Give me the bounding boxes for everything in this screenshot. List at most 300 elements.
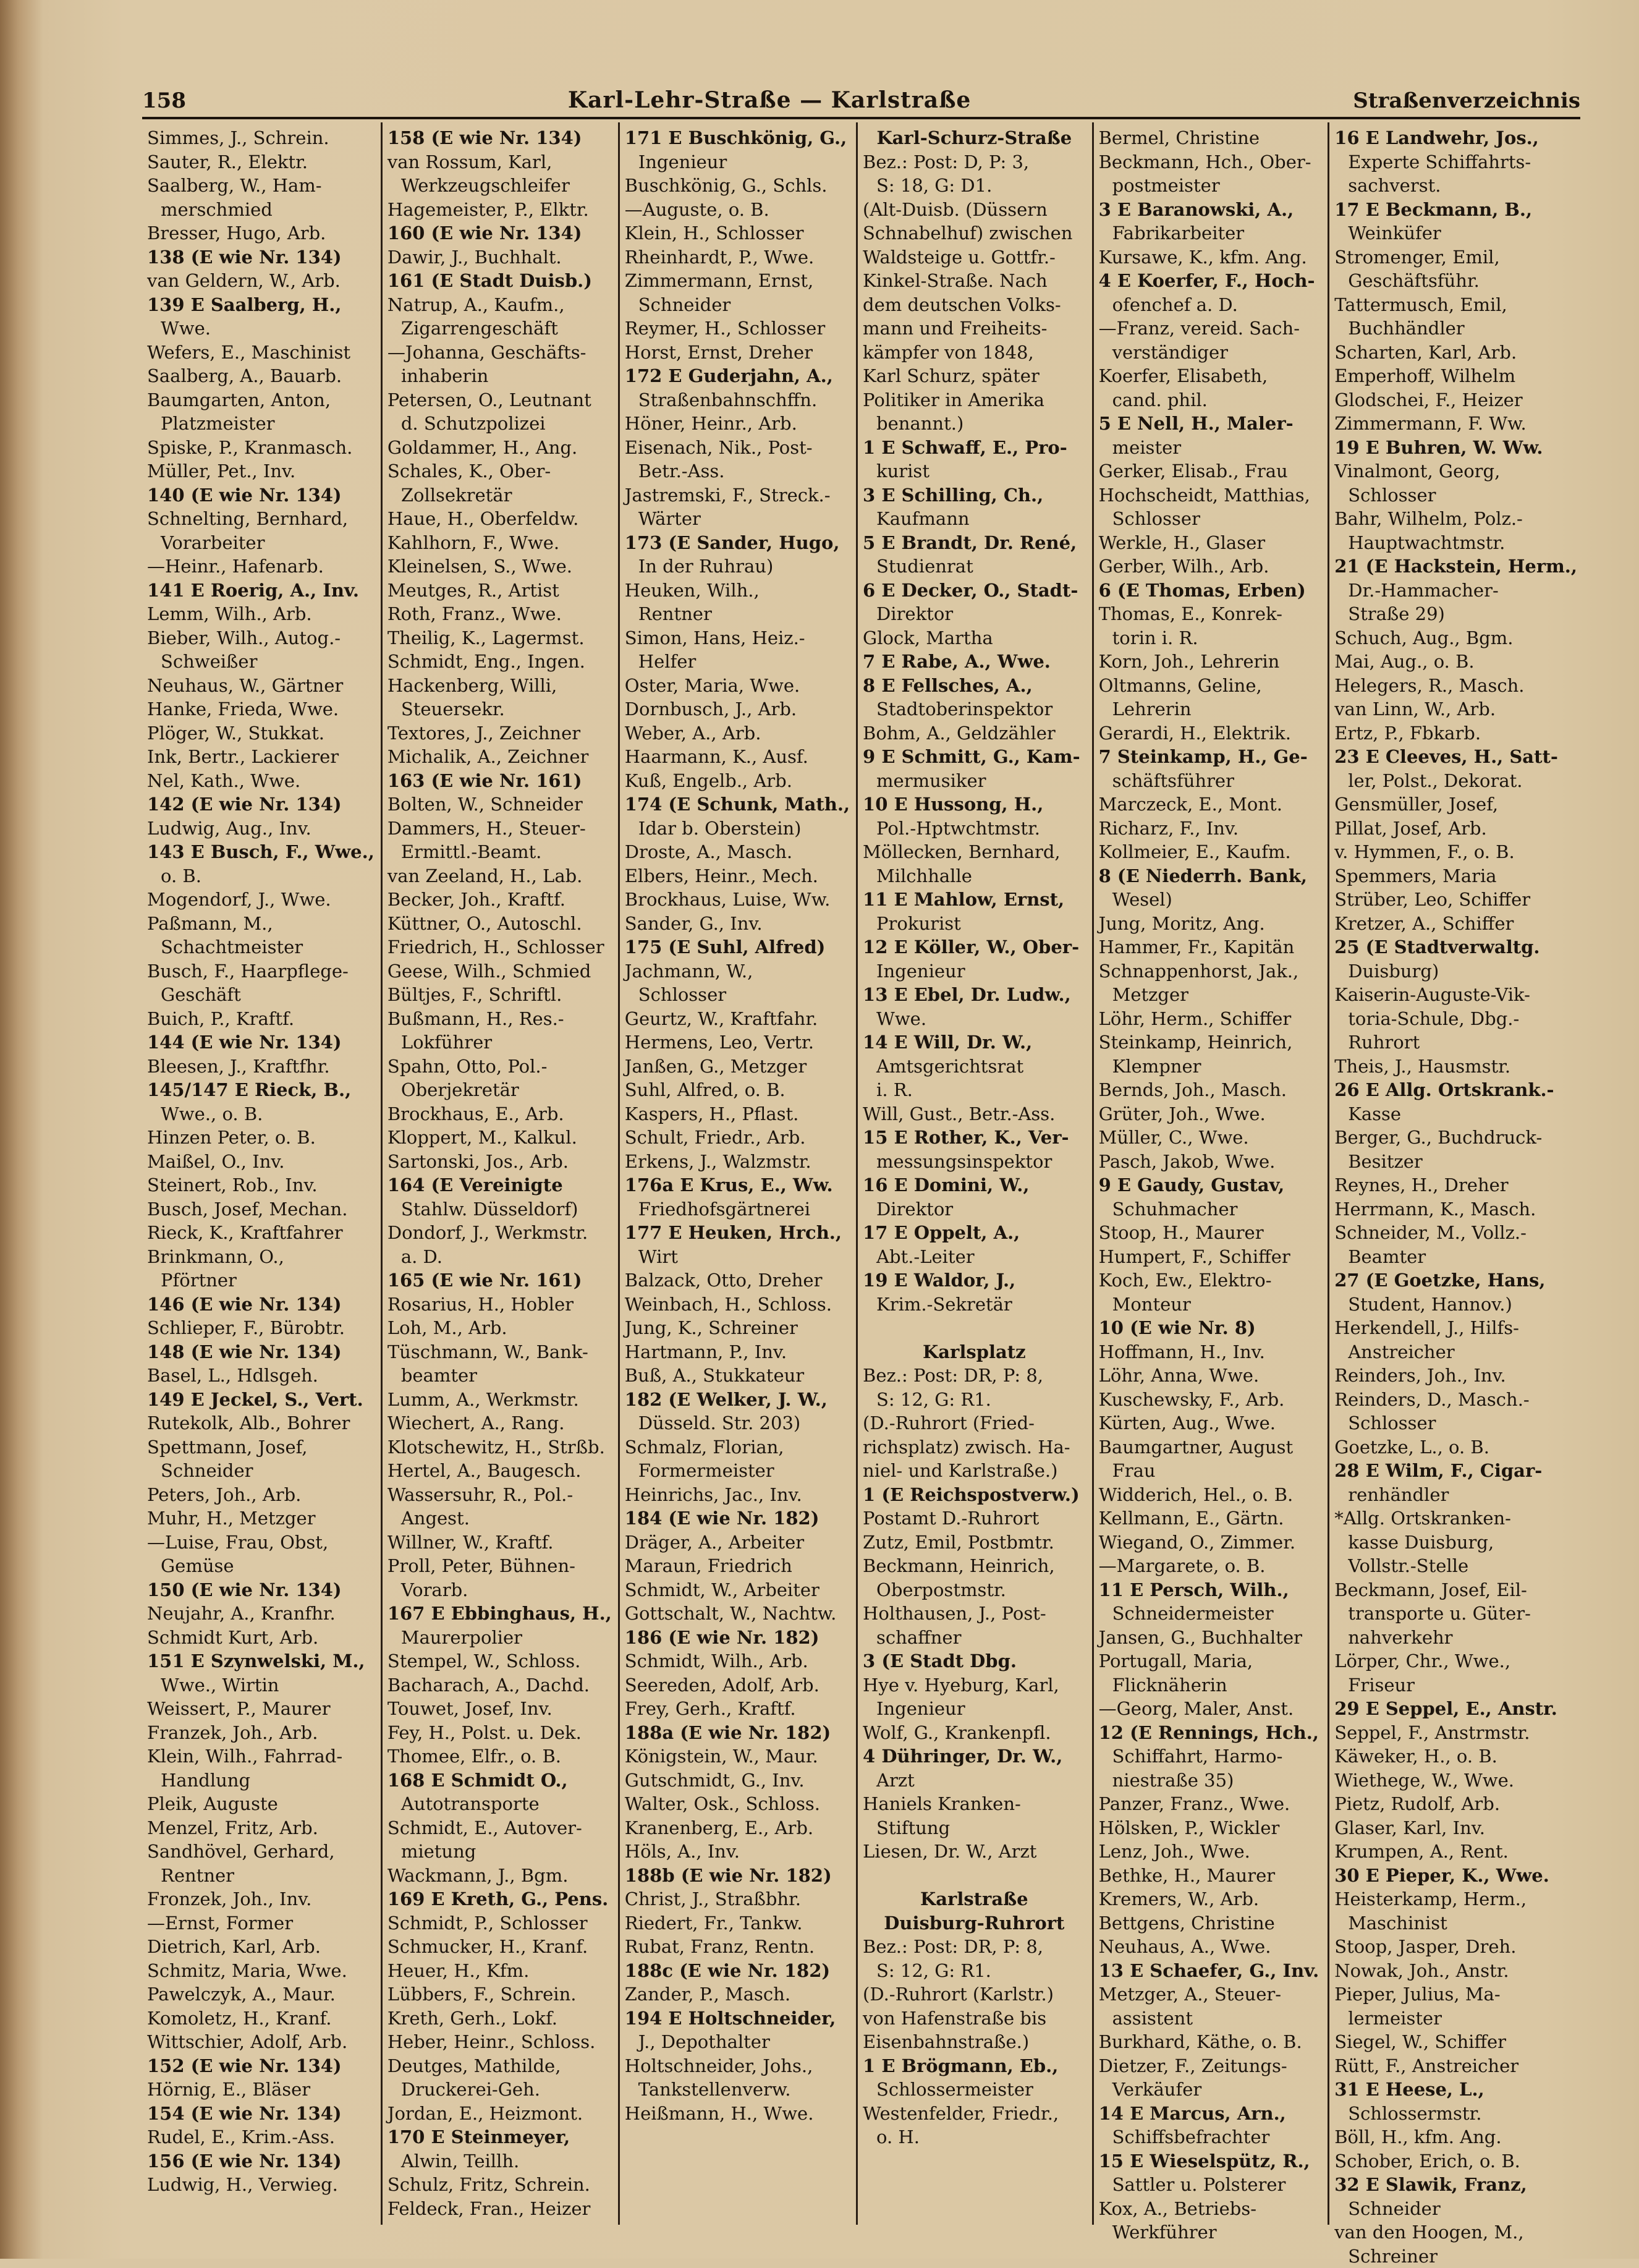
directory-line: 188b (E wie Nr. 182): [625, 1864, 850, 1888]
directory-line: Kloppert, M., Kalkul.: [388, 1126, 612, 1150]
directory-line: Basel, L., Hdlsgeh.: [147, 1364, 375, 1388]
directory-line: 6 E Decker, O., Stadt-: [863, 579, 1086, 603]
directory-line: Dietzer, F., Zeitungs-: [1099, 2054, 1322, 2078]
directory-line: 13 E Schaefer, G., Inv.: [1099, 1959, 1322, 1983]
directory-line: Nowak, Joh., Anstr.: [1334, 1959, 1577, 1983]
directory-line: Weber, A., Arb.: [625, 721, 850, 745]
directory-line: Stoop, H., Maurer: [1099, 1221, 1322, 1245]
directory-line: Portugall, Maria,: [1099, 1649, 1322, 1673]
directory-line: Loh, M., Arb.: [388, 1316, 612, 1340]
directory-line: Wackmann, J., Bgm.: [388, 1864, 612, 1888]
directory-line: 11 E Persch, Wilh.,: [1099, 1578, 1322, 1602]
directory-line: Wwe., o. B.: [147, 1102, 375, 1126]
directory-line: 3 E Baranowski, A.,: [1099, 198, 1322, 222]
directory-line: Berger, G., Buchdruck-: [1334, 1126, 1577, 1150]
directory-line: Amtsgerichtsrat: [863, 1055, 1086, 1079]
directory-line: Zander, P., Masch.: [625, 1982, 850, 2007]
directory-line: inhaberin: [388, 364, 612, 388]
directory-line: 146 (E wie Nr. 134): [147, 1293, 375, 1317]
directory-line: Schneider: [1334, 2197, 1577, 2221]
directory-line: Wirt: [625, 1245, 850, 1269]
directory-line: 1 (E Reichspostverw.): [863, 1483, 1086, 1507]
directory-line: 13 E Ebel, Dr. Ludw.,: [863, 983, 1086, 1007]
directory-line: Goetzke, L., o. B.: [1334, 1435, 1577, 1459]
directory-line: Schreiner: [1334, 2245, 1577, 2268]
directory-line: Bettgens, Christine: [1099, 1911, 1322, 1935]
directory-line: Haniels Kranken-: [863, 1792, 1086, 1816]
directory-line: Eisenbahnstraße.): [863, 2030, 1086, 2054]
directory-line: Sattler u. Polsterer: [1099, 2173, 1322, 2197]
directory-line: Fabrikarbeiter: [1099, 221, 1322, 245]
directory-line: Meutges, R., Artist: [388, 579, 612, 603]
directory-line: Maschinist: [1334, 1911, 1577, 1935]
directory-line: 4 E Koerfer, F., Hoch-: [1099, 269, 1322, 293]
directory-line: Kox, A., Betriebs-: [1099, 2197, 1322, 2221]
directory-line: Wefers, E., Maschinist: [147, 341, 375, 365]
directory-line: S: 12, G: R1.: [863, 1959, 1086, 1983]
directory-line: 6 (E Thomas, Erben): [1099, 579, 1322, 603]
directory-line: Lörper, Chr., Wwe.,: [1334, 1649, 1577, 1673]
directory-line: Werkführer: [1099, 2220, 1322, 2245]
directory-line: Jordan, E., Heizmont.: [388, 2102, 612, 2126]
directory-line: Pieper, Julius, Ma-: [1334, 1982, 1577, 2007]
directory-line: Karl Schurz, später: [863, 364, 1086, 388]
directory-line: Helegers, R., Masch.: [1334, 674, 1577, 698]
directory-line: Schmidt, E., Autover-: [388, 1816, 612, 1840]
directory-line: 11 E Mahlow, Ernst,: [863, 888, 1086, 912]
directory-line: Widderich, Hel., o. B.: [1099, 1483, 1322, 1507]
directory-line: Formermeister: [625, 1459, 850, 1483]
directory-line: Hanke, Frieda, Wwe.: [147, 697, 375, 721]
directory-line: Kuschewsky, F., Arb.: [1099, 1388, 1322, 1412]
directory-line: Muhr, H., Metzger: [147, 1506, 375, 1531]
directory-line: Sauter, R., Elektr.: [147, 150, 375, 174]
directory-line: Schmalz, Florian,: [625, 1435, 850, 1459]
directory-line: 19 E Buhren, W. Ww.: [1334, 436, 1577, 460]
directory-line: Strüber, Leo, Schiffer: [1334, 888, 1577, 912]
directory-line: 139 E Saalberg, H.,: [147, 293, 375, 317]
directory-line: Müller, C., Wwe.: [1099, 1126, 1322, 1150]
directory-line: Schmidt, Wilh., Arb.: [625, 1649, 850, 1673]
directory-line: Zimmermann, Ernst,: [625, 269, 850, 293]
directory-line: Marczeck, E., Mont.: [1099, 792, 1322, 817]
directory-line: Rutekolk, Alb., Bohrer: [147, 1411, 375, 1435]
directory-line: 168 E Schmidt O.,: [388, 1769, 612, 1793]
directory-line: Bethke, H., Maurer: [1099, 1864, 1322, 1888]
directory-line: van Geldern, W., Arb.: [147, 269, 375, 293]
directory-line: Königstein, W., Maur.: [625, 1744, 850, 1769]
directory-line: 28 E Wilm, F., Cigar-: [1334, 1459, 1577, 1483]
directory-line: Kranenberg, E., Arb.: [625, 1816, 850, 1840]
directory-line: 23 E Cleeves, H., Satt-: [1334, 745, 1577, 769]
directory-line: Löhr, Herm., Schiffer: [1099, 1007, 1322, 1031]
directory-line: 9 E Schmitt, G., Kam-: [863, 745, 1086, 769]
directory-line: Richarz, F., Inv.: [1099, 817, 1322, 841]
directory-line: Krim.-Sekretär: [863, 1293, 1086, 1317]
directory-line: Hauptwachtmstr.: [1334, 531, 1577, 555]
directory-line: transporte u. Güter-: [1334, 1602, 1577, 1626]
directory-line: Druckerei-Geh.: [388, 2078, 612, 2102]
directory-line: 149 E Jeckel, S., Vert.: [147, 1388, 375, 1412]
directory-line: Beckmann, Josef, Eil-: [1334, 1578, 1577, 1602]
directory-line: Anstreicher: [1334, 1340, 1577, 1364]
page-header: [142, 83, 1580, 119]
directory-line: 10 (E wie Nr. 8): [1099, 1316, 1322, 1340]
directory-line: Wolf, G., Krankenpfl.: [863, 1721, 1086, 1745]
directory-line: Textores, J., Zeichner: [388, 721, 612, 745]
directory-line: Schnabelhuf) zwischen: [863, 221, 1086, 245]
directory-line: Pförtner: [147, 1268, 375, 1293]
directory-line: Schneider: [625, 293, 850, 317]
directory-line: Pawelczyk, A., Maur.: [147, 1982, 375, 2007]
directory-line: niestraße 35): [1099, 1769, 1322, 1793]
directory-line: Bez.: Post: DR, P: 8,: [863, 1364, 1086, 1388]
directory-line: 171 E Buschkönig, G.,: [625, 126, 850, 150]
directory-line: Beckmann, Hch., Ober-: [1099, 150, 1322, 174]
directory-line: Humpert, F., Schiffer: [1099, 1245, 1322, 1269]
directory-line: Krumpen, A., Rent.: [1334, 1840, 1577, 1864]
directory-line: Will, Gust., Betr.-Ass.: [863, 1102, 1086, 1126]
directory-line: 26 E Allg. Ortskrank.-: [1334, 1078, 1577, 1102]
directory-line: *Allg. Ortskranken-: [1334, 1506, 1577, 1531]
directory-line: Politiker in Amerika: [863, 388, 1086, 412]
directory-line: Pietz, Rudolf, Arb.: [1334, 1792, 1577, 1816]
directory-line: In der Ruhrau): [625, 554, 850, 579]
directory-line: Franzek, Joh., Arb.: [147, 1721, 375, 1745]
directory-line: beamter: [388, 1364, 612, 1388]
directory-line: Direktor: [863, 1197, 1086, 1221]
directory-line: Spahn, Otto, Pol.-: [388, 1055, 612, 1079]
directory-line: Steinert, Rob., Inv.: [147, 1173, 375, 1197]
directory-line: Pasch, Jakob, Wwe.: [1099, 1150, 1322, 1174]
directory-line: Käweker, H., o. B.: [1334, 1744, 1577, 1769]
directory-line: Geschäft: [147, 983, 375, 1007]
column-2: [383, 122, 620, 2225]
directory-line: van den Hoogen, M.,: [1334, 2220, 1577, 2245]
directory-line: Proll, Peter, Bühnen-: [388, 1554, 612, 1578]
column-5: [1094, 122, 1330, 2225]
directory-line: Gerker, Elisab., Frau: [1099, 459, 1322, 483]
directory-line: —Heinr., Hafenarb.: [147, 554, 375, 579]
directory-line: sachverst.: [1334, 174, 1577, 198]
directory-line: S: 12, G: R1.: [863, 1388, 1086, 1412]
directory-line: 158 (E wie Nr. 134): [388, 126, 612, 150]
directory-line: —Ernst, Former: [147, 1911, 375, 1935]
directory-line: Rieck, K., Kraftfahrer: [147, 1221, 375, 1245]
column-4: [858, 122, 1094, 2225]
directory-line: Spiske, P., Kranmasch.: [147, 436, 375, 460]
directory-line: Paßmann, M.,: [147, 912, 375, 936]
street-heading: Karlsplatz: [863, 1340, 1086, 1364]
directory-line: Suhl, Alfred, o. B.: [625, 1078, 850, 1102]
directory-line: Düsseld. Str. 203): [625, 1411, 850, 1435]
directory-line: Reinders, Joh., Inv.: [1334, 1364, 1577, 1388]
directory-line: Wiechert, A., Rang.: [388, 1411, 612, 1435]
directory-line: Dornbusch, J., Arb.: [625, 697, 850, 721]
directory-line: Bermel, Christine: [1099, 126, 1322, 150]
directory-line: Zollsekretär: [388, 483, 612, 508]
directory-line: Schuch, Aug., Bgm.: [1334, 626, 1577, 650]
directory-line: Gerardi, H., Elektrik.: [1099, 721, 1322, 745]
directory-line: Böll, H., kfm. Ang.: [1334, 2125, 1577, 2149]
directory-line: 172 E Guderjahn, A.,: [625, 364, 850, 388]
directory-line: 175 (E Suhl, Alfred): [625, 935, 850, 959]
directory-line: Zigarrengeschäft: [388, 316, 612, 341]
directory-line: 144 (E wie Nr. 134): [147, 1030, 375, 1055]
directory-line: Kuß, Engelb., Arb.: [625, 769, 850, 793]
directory-line: Friedrich, H., Schlosser: [388, 935, 612, 959]
directory-line: 5 E Nell, H., Maler-: [1099, 412, 1322, 436]
directory-line: 151 E Szynwelski, M.,: [147, 1649, 375, 1673]
directory-line: Reinders, D., Masch.-: [1334, 1388, 1577, 1412]
directory-line: Buß, A., Stukkateur: [625, 1364, 850, 1388]
directory-line: (D.-Ruhrort (Fried-: [863, 1411, 1086, 1435]
directory-line: Lehrerin: [1099, 697, 1322, 721]
directory-line: meister: [1099, 436, 1322, 460]
directory-line: Mogendorf, J., Wwe.: [147, 888, 375, 912]
directory-line: Schlosser: [1334, 1411, 1577, 1435]
directory-line: Gottschalt, W., Nachtw.: [625, 1602, 850, 1626]
directory-line: Schlosser: [1334, 483, 1577, 508]
directory-line: Kaiserin-Auguste-Vik-: [1334, 983, 1577, 1007]
directory-line: Stiftung: [863, 1816, 1086, 1840]
directory-line: Höls, A., Inv.: [625, 1840, 850, 1864]
directory-line: 9 E Gaudy, Gustav,: [1099, 1173, 1322, 1197]
directory-line: 10 E Hussong, H.,: [863, 792, 1086, 817]
directory-line: Arzt: [863, 1769, 1086, 1793]
directory-line: toria-Schule, Dbg.-: [1334, 1007, 1577, 1031]
directory-line: Schnelting, Bernhard,: [147, 507, 375, 531]
directory-line: Haarmann, K., Ausf.: [625, 745, 850, 769]
directory-line: 15 E Rother, K., Ver-: [863, 1126, 1086, 1150]
column-6: [1329, 122, 1583, 2225]
directory-line: Postamt D.-Ruhrort: [863, 1506, 1086, 1531]
directory-line: assistent: [1099, 2007, 1322, 2031]
directory-line: —Johanna, Geschäfts-: [388, 341, 612, 365]
directory-line: postmeister: [1099, 174, 1322, 198]
directory-line: 154 (E wie Nr. 134): [147, 2102, 375, 2126]
directory-line: van Linn, W., Arb.: [1334, 697, 1577, 721]
directory-line: 5 E Brandt, Dr. René,: [863, 531, 1086, 555]
directory-line: Bußmann, H., Res.-: [388, 1007, 612, 1031]
directory-line: Kinkel-Straße. Nach: [863, 269, 1086, 293]
directory-line: kämpfer von 1848,: [863, 341, 1086, 365]
directory-line: Hammer, Fr., Kapitän: [1099, 935, 1322, 959]
directory-line: Kretzer, A., Schiffer: [1334, 912, 1577, 936]
directory-line: Ludwig, H., Verwieg.: [147, 2173, 375, 2197]
directory-line: Saalberg, W., Ham-: [147, 174, 375, 198]
directory-line: Stromenger, Emil,: [1334, 245, 1577, 270]
directory-line: Grüter, Joh., Wwe.: [1099, 1102, 1322, 1126]
directory-line: Tüschmann, W., Bank-: [388, 1340, 612, 1364]
directory-line: Glodschei, F., Heizer: [1334, 388, 1577, 412]
directory-line: Tankstellenverw.: [625, 2078, 850, 2102]
directory-line: Schlieper, F., Bürobtr.: [147, 1316, 375, 1340]
directory-line: Janßen, G., Metzger: [625, 1055, 850, 1079]
directory-line: 3 E Schilling, Ch.,: [863, 483, 1086, 508]
directory-line: Neuhaus, A., Wwe.: [1099, 1935, 1322, 1959]
directory-line: 161 (E Stadt Duisb.): [388, 269, 612, 293]
directory-line: Baumgartner, August: [1099, 1435, 1322, 1459]
directory-line: Hye v. Hyeburg, Karl,: [863, 1673, 1086, 1697]
directory-line: Vinalmont, Georg,: [1334, 459, 1577, 483]
directory-line: Friseur: [1334, 1673, 1577, 1697]
directory-line: Lenz, Joh., Wwe.: [1099, 1840, 1322, 1864]
directory-line: Kaufmann: [863, 507, 1086, 531]
directory-line: Fronzek, Joh., Inv.: [147, 1887, 375, 1911]
directory-line: 3 (E Stadt Dbg.: [863, 1649, 1086, 1673]
directory-line: Goldammer, H., Ang.: [388, 436, 612, 460]
directory-line: Höner, Heinr., Arb.: [625, 412, 850, 436]
directory-line: Maißel, O., Inv.: [147, 1150, 375, 1174]
directory-line: Geschäftsführ.: [1334, 269, 1577, 293]
directory-line: Hoffmann, H., Inv.: [1099, 1340, 1322, 1364]
directory-line: messungsinspektor: [863, 1150, 1086, 1174]
directory-line: Schneidermeister: [1099, 1602, 1322, 1626]
directory-line: Bez.: Post: D, P: 3,: [863, 150, 1086, 174]
directory-line: Brockhaus, Luise, Ww.: [625, 888, 850, 912]
directory-line: Wiegand, O., Zimmer.: [1099, 1531, 1322, 1555]
directory-line: Zutz, Emil, Postbmtr.: [863, 1531, 1086, 1555]
directory-columns: [142, 122, 1583, 2225]
directory-line: 12 (E Rennings, Hch.,: [1099, 1721, 1322, 1745]
directory-line: Wassersuhr, R., Pol.-: [388, 1483, 612, 1507]
directory-line: Stempel, W., Schloss.: [388, 1649, 612, 1673]
directory-line: 143 E Busch, F., Wwe.,: [147, 840, 375, 864]
directory-line: Rentner: [625, 602, 850, 626]
directory-line: Feldeck, Fran., Heizer: [388, 2197, 612, 2221]
directory-line: Ludwig, Aug., Inv.: [147, 817, 375, 841]
directory-line: Dräger, A., Arbeiter: [625, 1531, 850, 1555]
directory-line: 163 (E wie Nr. 161): [388, 769, 612, 793]
directory-line: Schlossermeister: [863, 2078, 1086, 2102]
directory-line: Ertz, P., Fbkarb.: [1334, 721, 1577, 745]
directory-line: Klein, Wilh., Fahrrad-: [147, 1744, 375, 1769]
directory-line: Löhr, Anna, Wwe.: [1099, 1364, 1322, 1388]
directory-line: a. D.: [388, 1245, 612, 1269]
directory-line: Heuer, H., Kfm.: [388, 1959, 612, 1983]
directory-line: Rentner: [147, 1864, 375, 1888]
directory-line: 148 (E wie Nr. 134): [147, 1340, 375, 1364]
directory-line: Schneider: [147, 1459, 375, 1483]
directory-line: 15 E Wieselspütz, R.,: [1099, 2149, 1322, 2173]
directory-line: Geese, Wilh., Schmied: [388, 959, 612, 983]
directory-line: Monteur: [1099, 1293, 1322, 1317]
directory-line: Heißmann, H., Wwe.: [625, 2102, 850, 2126]
directory-line: Reynes, H., Dreher: [1334, 1173, 1577, 1197]
directory-line: Gensmüller, Josef,: [1334, 792, 1577, 817]
spacer: [863, 1316, 1086, 1340]
directory-line: Nel, Kath., Wwe.: [147, 769, 375, 793]
directory-line: Stadtoberinspektor: [863, 697, 1086, 721]
directory-line: Student, Hannov.): [1334, 1293, 1577, 1317]
directory-line: Glock, Martha: [863, 626, 1086, 650]
directory-line: Plöger, W., Stukkat.: [147, 721, 375, 745]
directory-line: v. Hymmen, F., o. B.: [1334, 840, 1577, 864]
directory-line: Erkens, J., Walzmstr.: [625, 1150, 850, 1174]
page-title: Karl-Lehr-Straße — Karlstraße: [568, 87, 971, 113]
directory-line: Liesen, Dr. W., Arzt: [863, 1840, 1086, 1864]
directory-line: 150 (E wie Nr. 134): [147, 1578, 375, 1602]
directory-line: Schulz, Fritz, Schrein.: [388, 2173, 612, 2197]
directory-line: Maraun, Friedrich: [625, 1554, 850, 1578]
directory-line: 188a (E wie Nr. 182): [625, 1721, 850, 1745]
directory-line: Milchhalle: [863, 864, 1086, 888]
directory-line: Schneider, M., Vollz.-: [1334, 1221, 1577, 1245]
directory-line: 12 E Köller, W., Ober-: [863, 935, 1086, 959]
directory-line: Jastremski, F., Streck.-: [625, 483, 850, 508]
directory-line: van Zeeland, H., Lab.: [388, 864, 612, 888]
directory-line: 170 E Steinmeyer,: [388, 2125, 612, 2149]
directory-line: Idar b. Oberstein): [625, 817, 850, 841]
directory-line: Ingenieur: [625, 150, 850, 174]
directory-line: Oberjekretär: [388, 1078, 612, 1102]
directory-line: Ruhrort: [1334, 1030, 1577, 1055]
directory-line: 8 (E Niederrh. Bank,: [1099, 864, 1322, 888]
directory-line: Werkzeugschleifer: [388, 174, 612, 198]
directory-line: Pleik, Auguste: [147, 1792, 375, 1816]
directory-line: Bleesen, J., Kraftfhr.: [147, 1055, 375, 1079]
directory-line: Schmidt, Eng., Ingen.: [388, 650, 612, 674]
directory-line: Siegel, W., Schiffer: [1334, 2030, 1577, 2054]
street-heading: Karlstraße: [863, 1887, 1086, 1911]
directory-line: 177 E Heuken, Hrch.,: [625, 1221, 850, 1245]
directory-line: Oltmanns, Geline,: [1099, 674, 1322, 698]
directory-line: Steuersekr.: [388, 697, 612, 721]
directory-line: 14 E Marcus, Arn.,: [1099, 2102, 1322, 2126]
directory-line: 169 E Kreth, G., Pens.: [388, 1887, 612, 1911]
directory-line: Theis, J., Hausmstr.: [1334, 1055, 1577, 1079]
page-number: 158: [142, 88, 186, 113]
directory-line: Kremers, W., Arb.: [1099, 1887, 1322, 1911]
directory-line: Stahlw. Düsseldorf): [388, 1197, 612, 1221]
column-1: [142, 122, 383, 2225]
directory-line: 21 (E Hackstein, Herm.,: [1334, 554, 1577, 579]
directory-line: 164 (E Vereinigte: [388, 1173, 612, 1197]
directory-line: J., Depothalter: [625, 2030, 850, 2054]
directory-line: Geurtz, W., Kraftfahr.: [625, 1007, 850, 1031]
directory-line: Sartonski, Jos., Arb.: [388, 1150, 612, 1174]
directory-line: Hackenberg, Willi,: [388, 674, 612, 698]
directory-line: Bohm, A., Geldzähler: [863, 721, 1086, 745]
directory-line: 17 E Oppelt, A.,: [863, 1221, 1086, 1245]
directory-line: 16 E Landwehr, Jos.,: [1334, 126, 1577, 150]
directory-line: Busch, F., Haarpflege-: [147, 959, 375, 983]
directory-line: 140 (E wie Nr. 134): [147, 483, 375, 508]
directory-line: Gerber, Wilh., Arb.: [1099, 554, 1322, 579]
directory-line: Riedert, Fr., Tankw.: [625, 1911, 850, 1935]
directory-line: —Auguste, o. B.: [625, 198, 850, 222]
directory-line: Straße 29): [1334, 602, 1577, 626]
directory-line: Helfer: [625, 650, 850, 674]
directory-line: Petersen, O., Leutnant: [388, 388, 612, 412]
directory-line: Wwe.: [863, 1007, 1086, 1031]
directory-line: Tattermusch, Emil,: [1334, 293, 1577, 317]
directory-line: Scharten, Karl, Arb.: [1334, 341, 1577, 365]
directory-line: 142 (E wie Nr. 134): [147, 792, 375, 817]
directory-line: Jansen, G., Buchhalter: [1099, 1626, 1322, 1650]
directory-line: Flicknäherin: [1099, 1673, 1322, 1697]
directory-line: —Margarete, o. B.: [1099, 1554, 1322, 1578]
directory-line: Koch, Ew., Elektro-: [1099, 1268, 1322, 1293]
directory-line: Schachtmeister: [147, 935, 375, 959]
directory-line: S: 18, G: D1.: [863, 174, 1086, 198]
directory-line: 27 (E Goetzke, Hans,: [1334, 1268, 1577, 1293]
directory-line: Lokführer: [388, 1030, 612, 1055]
directory-line: Komoletz, H., Kranf.: [147, 2007, 375, 2031]
directory-line: 182 (E Welker, J. W.,: [625, 1388, 850, 1412]
directory-line: Dammers, H., Steuer-: [388, 817, 612, 841]
